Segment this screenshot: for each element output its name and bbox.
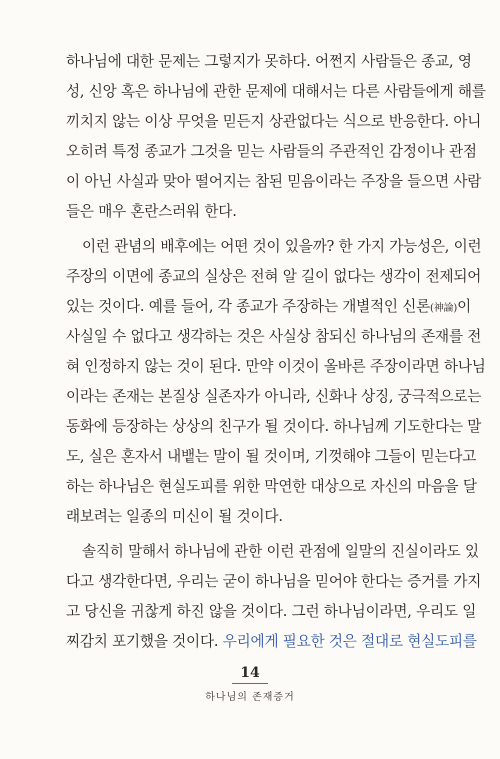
text-line: 혀 인정하지 않는 것이 된다. 만약 이것이 올바른 주장이라면 하나님 [66,358,486,375]
hanja-annotation: (神論) [430,303,458,314]
text-line-suffix: 이 [457,298,471,315]
text-line: 고 당신을 귀찮게 하진 않을 것이다. 그런 하나님이라면, 우리도 일 [66,603,477,620]
text-line: 성, 신앙 혹은 하나님에 관한 문제에 대해서는 다른 사람들에게 해를 [66,83,486,100]
text-line: 오히려 특정 종교가 그것을 믿는 사람들의 주관적인 감정이나 관점 [66,143,477,160]
text-line: 들은 매우 혼란스러워 한다. [66,203,237,220]
text-line: 이라는 존재는 본질상 실존자가 아니라, 신화나 상징, 궁극적으로는 [66,388,482,405]
page-number: 14 [240,665,260,681]
text-line: 솔직히 말해서 하나님에 관한 이런 관점에 일말의 진실이라도 있 [82,543,479,560]
text-line: 끼치지 않는 이상 무엇을 믿든지 상관없다는 식으로 반응한다. 아니 [66,113,482,130]
text-line [66,297,471,319]
running-title: 하나님의 존재증거 [205,692,295,703]
text-line-main: 찌감치 포기했을 것이다. [66,633,219,650]
text-line: 사실일 수 없다고 생각하는 것은 사실상 참되신 하나님의 존재를 전 [66,328,482,345]
text-line: 하나님에 대한 문제는 그렇지가 못하다. 어쩐지 사람들은 종교, 영 [66,53,472,70]
text-line: 동화에 등장하는 상상의 친구가 될 것이다. 하나님께 기도한다는 말 [66,418,482,435]
text-line: 주장의 이면에 종교의 실상은 전혀 알 길이 없다는 생각이 전제되어 [66,268,482,285]
text-line [66,632,477,652]
text-line: 하는 하나님은 현실도피를 위한 막연한 대상으로 자신의 마음을 달 [66,478,477,495]
text-line: 이 아닌 사실과 맞아 떨어지는 참된 믿음이라는 주장을 들으면 사람 [66,173,482,190]
footer-divider [232,683,268,684]
highlighted-text: 우리에게 필요한 것은 절대로 현실도피를 [222,633,477,650]
text-line: 래보려는 일종의 미신이 될 것이다. [66,508,283,525]
text-line: 이런 관념의 배후에는 어떤 것이 있을까? 한 가지 가능성은, 이런 [82,238,482,255]
text-line: 다고 생각한다면, 우리는 굳이 하나님을 믿어야 한다는 증거를 가지 [66,573,482,590]
text-line: 도, 실은 혼자서 내뱉는 말이 될 것이며, 기껏해야 그들이 믿는다고 [66,448,477,465]
text-line-main: 있는 것이다. 예를 들어, 각 종교가 주장하는 개별적인 신론 [66,298,431,315]
